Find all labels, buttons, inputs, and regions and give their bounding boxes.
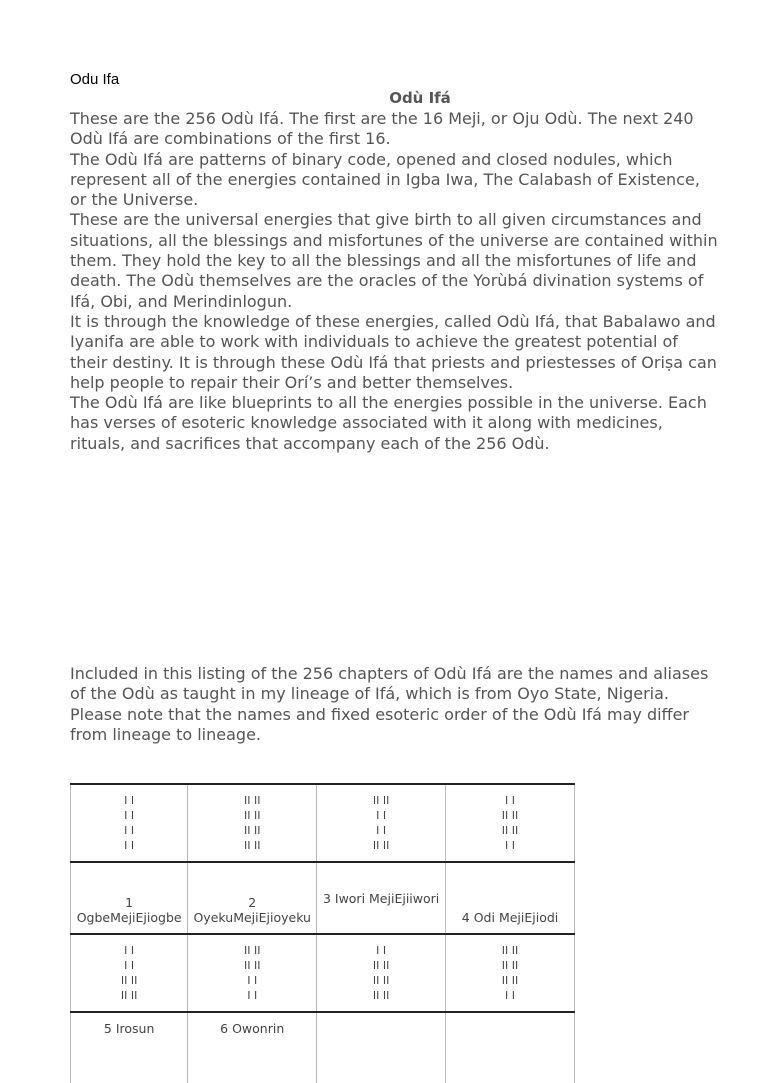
odu-name-line: Ejioyeku <box>258 910 311 925</box>
odu-name-cell <box>188 862 317 934</box>
odu-sign-line: I I <box>124 824 135 837</box>
odu-sign-line: II II <box>372 989 390 1002</box>
odu-name-line: 3 Iwori Meji <box>322 890 395 906</box>
document-title: Odù Ifá <box>389 89 451 107</box>
odu-name-line: Meji <box>110 910 136 925</box>
odu-sign-line: I I <box>505 989 516 1002</box>
odu-sign-cell <box>71 784 188 862</box>
odu-sign-line: II II <box>243 944 261 957</box>
odu-sign-line: II II <box>501 959 519 972</box>
odu-sign-line: II II <box>372 794 390 807</box>
odu-name-line: 4 Odi MejiEjiodi <box>461 910 559 925</box>
odu-sign-cell <box>188 784 317 862</box>
odu-sign-line: I I <box>124 944 135 957</box>
odu-sign-line: II II <box>372 959 390 972</box>
odu-name-cell <box>71 1012 188 1083</box>
table-row <box>71 934 575 1012</box>
odu-name-line: 6 Owonrin <box>220 1021 285 1036</box>
paragraph: It is through the knowledge of these energies, called Odù Ifá, that Babalawo and Iyanifa are able to work with individuals to achieve the greatest potential of their destiny. It is through these Odù Ifá that priests and priestesses of Oriṣa can help people to repair their Orí’s and better themselves. <box>70 311 717 392</box>
paragraph: The Odù Ifá are patterns of binary code, opened and closed nodules, which represent all of the energies contained in Igba Iwa, The Calabash of Existence, or the Universe. <box>70 149 700 210</box>
odu-sign-line: II II <box>243 839 261 852</box>
odu-sign-cell <box>446 934 575 1012</box>
odu-name-line: Ejiiwori <box>394 890 440 906</box>
table-row <box>71 784 575 862</box>
odu-sign-line: I I <box>247 974 258 987</box>
odu-sign-line: I I <box>376 809 387 822</box>
odu-name-cell <box>446 862 575 934</box>
odu-name-line: 1 Ogbe <box>76 895 134 925</box>
odu-name-cell <box>71 862 188 934</box>
odu-sign-cell <box>317 784 446 862</box>
table-row <box>71 862 575 934</box>
odu-sign-line: I I <box>247 989 258 1002</box>
odu-name-cell <box>188 1012 317 1083</box>
odu-name-cell <box>446 1012 575 1083</box>
intro-text <box>70 109 720 454</box>
included-paragraph: Included in this listing of the 256 chapters of Odù Ifá are the names and aliases of the Odù as taught in my lineage of Ifá, which is from Oyo State, Nigeria. Please note that the names and fixed esoteric order of the Odù Ifá may differ from lineage to lineage. <box>70 664 709 744</box>
odu-sign-line: I I <box>124 794 135 807</box>
odu-sign-cell <box>71 934 188 1012</box>
odu-sign-line: I I <box>505 839 516 852</box>
odu-name-cell <box>317 1012 446 1083</box>
odu-sign-line: I I <box>124 959 135 972</box>
odu-name-line: Ejiogbe <box>135 910 182 925</box>
odu-sign-line: II II <box>243 959 261 972</box>
odu-sign-line: II II <box>243 824 261 837</box>
odu-sign-line: II II <box>501 944 519 957</box>
odu-name-line: Meji <box>233 910 259 925</box>
odu-sign-line: II II <box>501 809 519 822</box>
odu-sign-line: I I <box>124 839 135 852</box>
odu-sign-cell <box>317 934 446 1012</box>
paragraph: These are the universal energies that give birth to all given circumstances and situations, all the blessings and misfortunes of the universe are contained within them. They hold the key to all the blessings and all the misfortunes of life and death. The Odù themselves are the oracles of the Yorùbá divination systems of Ifá, Obi, and Merindinlogun. <box>70 210 718 311</box>
odu-sign-line: II II <box>120 989 138 1002</box>
odu-sign-cell <box>446 784 575 862</box>
odu-name-line: 2 Oyeku <box>193 895 257 925</box>
paragraph: These are the 256 Odù Ifá. The first are the 16 Meji, or Oju Odù. The next 240 Odù Ifá are combinations of the first 16. <box>70 109 694 149</box>
odu-sign-line: II II <box>243 794 261 807</box>
odu-name-line: 5 Irosun <box>103 1021 155 1036</box>
odu-sign-line: I I <box>376 944 387 957</box>
odu-sign-line: II II <box>243 809 261 822</box>
odu-name-cell <box>317 862 446 934</box>
document-heading: Odu Ifa <box>70 71 120 88</box>
odu-sign-line: II II <box>501 824 519 837</box>
table-row <box>71 1012 575 1083</box>
odu-table <box>70 783 575 1083</box>
odu-sign-line: II II <box>120 974 138 987</box>
odu-sign-line: I I <box>124 809 135 822</box>
paragraph: The Odù Ifá are like blueprints to all the energies possible in the universe. Each has verses of esoteric knowledge associated with it along with medicines, rituals, and sacrifices that accompany each of the 256 Odù. <box>70 393 707 453</box>
odu-sign-line: I I <box>376 824 387 837</box>
odu-sign-line: II II <box>501 974 519 987</box>
odu-sign-line: I I <box>505 794 516 807</box>
odu-sign-cell <box>188 934 317 1012</box>
odu-sign-line: II II <box>372 974 390 987</box>
odu-sign-line: II II <box>372 839 390 852</box>
